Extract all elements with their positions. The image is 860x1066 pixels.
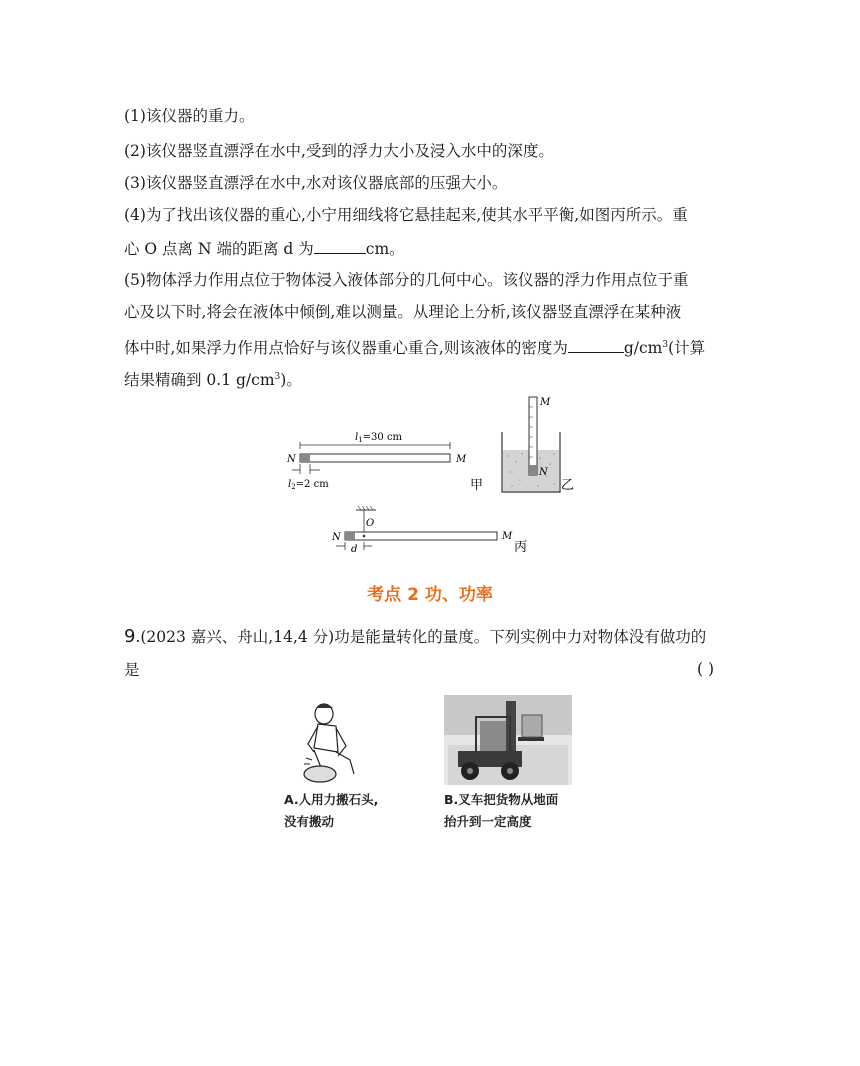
density-unit-sup: 3 <box>662 340 669 350</box>
label-yi: 乙 <box>561 478 575 493</box>
item-3-text: (3)该仪器竖直漂浮在水中,水对该仪器底部的压强大小。 <box>124 174 508 192</box>
precision-unit-sup: 3 <box>274 372 281 382</box>
option-b-caption[interactable] <box>444 789 558 833</box>
question-9-line2 <box>124 660 140 680</box>
question-9-text: .(2023 嘉兴、舟山,14,4 分)功是能量转化的量度。下列实例中力对物体没有做功的 <box>135 628 707 646</box>
item-5-line4-post: )。 <box>280 371 302 390</box>
question-9-text-end: 是 <box>124 661 140 679</box>
label-o: O <box>366 518 375 529</box>
label-m-bing: M <box>502 531 513 542</box>
question-number: 9 <box>124 626 136 647</box>
rod-jia <box>300 454 450 462</box>
item-5-line1 <box>124 270 688 290</box>
label-m-jia: M <box>456 454 467 465</box>
instrument-figure <box>270 392 590 557</box>
answer-parentheses-text: ( ) <box>697 660 715 678</box>
option-a-line1: A.人用力搬石头, <box>284 792 379 807</box>
rod-yi <box>529 397 537 475</box>
figure-yi <box>502 397 574 493</box>
item-5-line1-text: (5)物体浮力作用点位于物体浸入液体部分的几何中心。该仪器的浮力作用点位于重 <box>124 271 689 289</box>
rod-bing <box>345 532 497 540</box>
label-jia: 甲 <box>470 478 484 493</box>
label-n-yi: N <box>539 467 548 478</box>
l1-label: $l_1=30$ cm <box>355 432 403 444</box>
option-b-line1: B.叉车把货物从地面 <box>444 792 559 807</box>
item-5-line4-text: 结果精确到 0.1 g/cm <box>124 371 275 390</box>
label-n-bing: N <box>332 532 341 543</box>
item-5-line2-text: 心及以下时,将会在液体中倾倒,难以测量。从理论上分析,该仪器竖直漂浮在某种液 <box>124 303 682 321</box>
figure-bing <box>331 506 527 555</box>
label-d: d <box>351 544 358 555</box>
question-9-line1 <box>124 627 706 647</box>
weight-block-jia <box>300 454 310 462</box>
label-n-jia: N <box>287 454 296 465</box>
option-a-line2: 没有搬动 <box>284 814 335 829</box>
item-4-line1 <box>124 205 688 225</box>
item-2 <box>124 141 554 161</box>
label-bing: 丙 <box>514 540 528 555</box>
option-a-image <box>296 700 378 786</box>
label-m-yi: M <box>540 397 551 408</box>
item-4-line2-text: 心 O 点离 N 端的距离 d 为 <box>124 240 314 258</box>
answer-parentheses[interactable] <box>697 660 714 678</box>
answer-blank-d[interactable] <box>314 238 366 254</box>
item-4-line2 <box>124 238 405 259</box>
option-b-line2: 抬升到一定高度 <box>444 814 532 829</box>
weight-block-yi <box>529 465 537 475</box>
figure-jia <box>286 432 483 493</box>
weight-block-bing <box>345 532 355 540</box>
item-5-line3 <box>124 335 705 358</box>
item-4-unit: cm。 <box>365 240 405 258</box>
option-a-caption[interactable] <box>284 789 378 833</box>
item-5-line3-text: 体中时,如果浮力作用点恰好与该仪器重心重合,则该液体的密度为 <box>124 339 568 358</box>
center-of-gravity <box>363 535 366 538</box>
item-5-line3-post: (计算 <box>668 339 706 358</box>
item-5-line2 <box>124 302 681 322</box>
item-3 <box>124 173 507 193</box>
option-b-image <box>444 695 572 785</box>
item-2-text: (2)该仪器竖直漂浮在水中,受到的浮力大小及浸入水中的深度。 <box>124 142 554 160</box>
item-1 <box>124 106 254 126</box>
item-4-line1-text: (4)为了找出该仪器的重心,小宁用细线将它悬挂起来,使其水平平衡,如图丙所示。重 <box>124 206 688 224</box>
item-5-line4 <box>124 367 302 390</box>
section-title <box>0 580 860 605</box>
item-1-text: (1)该仪器的重力。 <box>124 107 255 125</box>
section-title-text: 考点 2 功、功率 <box>367 585 493 605</box>
answer-blank-density[interactable] <box>568 337 624 353</box>
l2-label: $l_2=2$ cm <box>288 479 329 491</box>
density-unit: g/cm <box>623 339 663 358</box>
